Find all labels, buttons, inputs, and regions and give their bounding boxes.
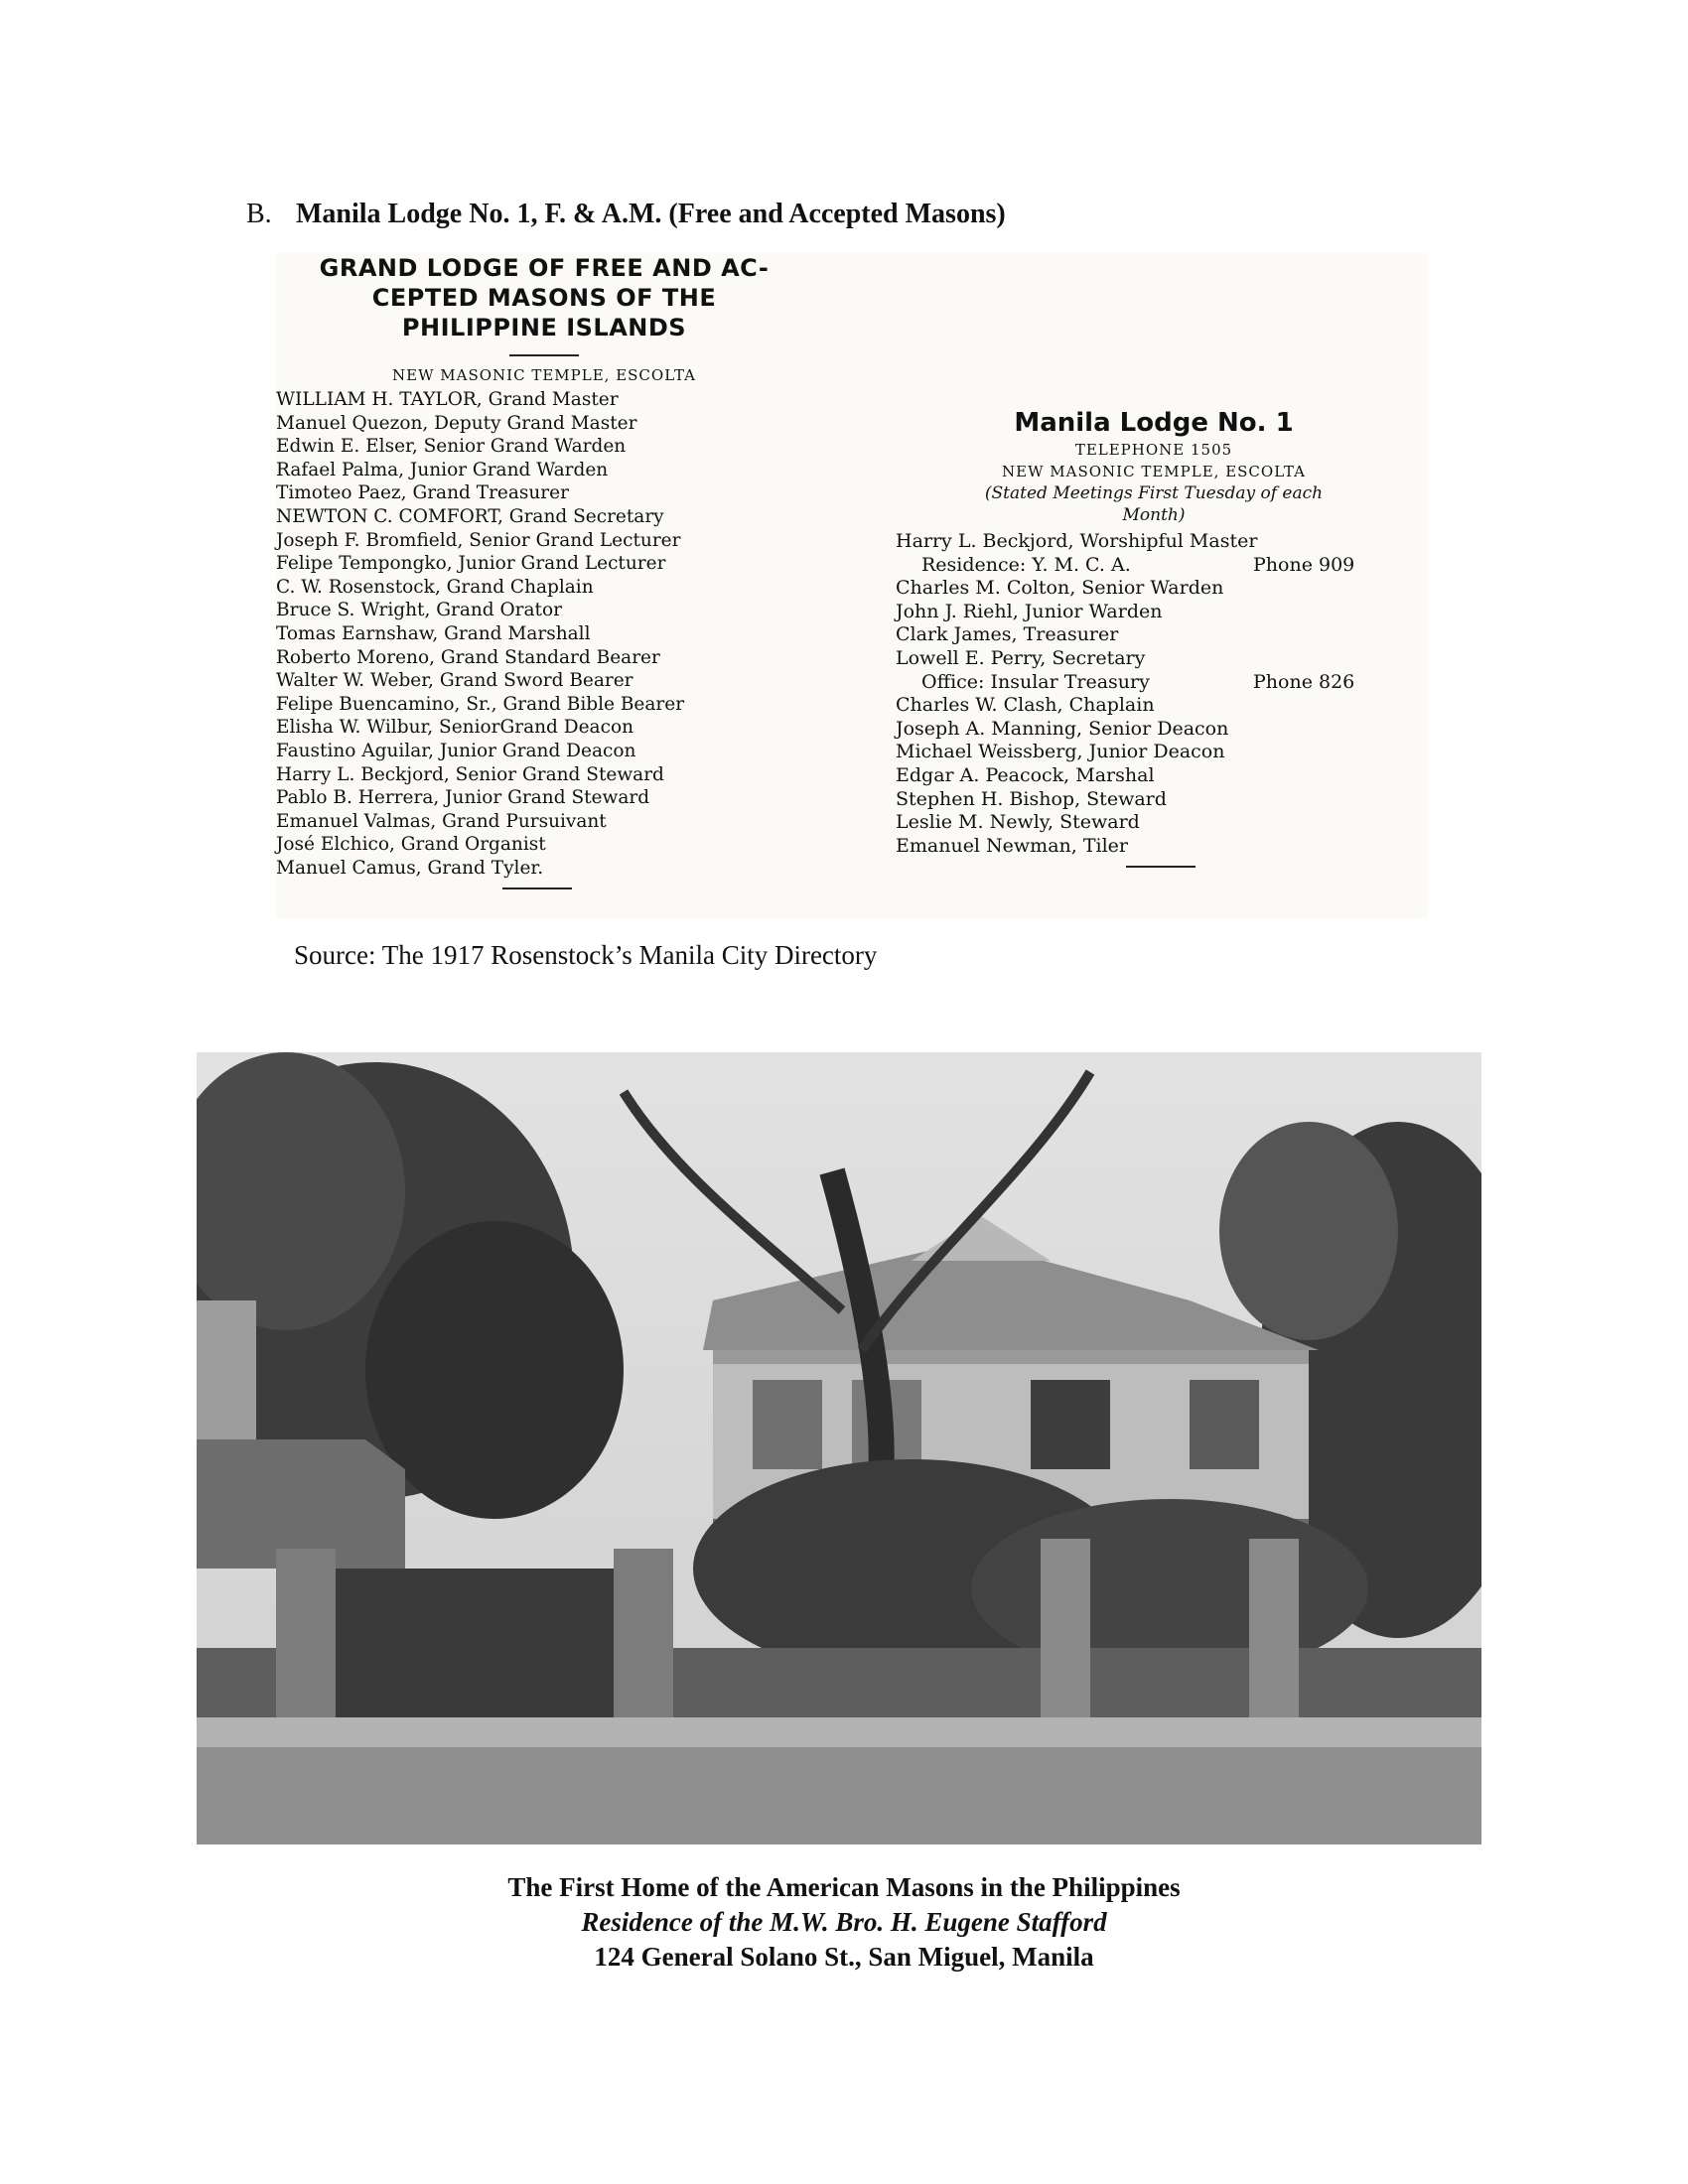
officer-entry: Faustino Aguilar, Junior Grand Deacon (276, 740, 636, 761)
lodge-officer-text: Charles W. Clash, Chaplain (896, 694, 1155, 717)
officer-entry: Edwin E. Elser, Senior Grand Warden (276, 436, 627, 458)
lodge-officer-text: Stephen H. Bishop, Steward (896, 787, 1167, 810)
lodge-officer-text: Leslie M. Newly, Steward (896, 811, 1140, 834)
manila-lodge-officers (896, 530, 1432, 858)
lodge-officer-row (896, 671, 1432, 695)
officer-entry: Walter W. Weber, Grand Sword Bearer (276, 670, 633, 692)
grand-lodge-column (276, 253, 832, 899)
grand-lodge-officers (276, 388, 832, 880)
lodge-officer-row (896, 694, 1432, 718)
officer-entry: Roberto Moreno, Grand Standard Bearer (276, 646, 660, 668)
meetings-note-cont: Month) (1122, 505, 1186, 525)
lodge-officer-row (896, 788, 1432, 812)
lodge-officer-text: Joseph A. Manning, Senior Deacon (896, 717, 1229, 740)
lodge-officer-row (896, 741, 1432, 764)
officer-entry: Tomas Earnshaw, Grand Marshall (276, 622, 591, 644)
grand-lodge-title-line: PHILIPPINE ISLANDS (401, 314, 687, 341)
section-title: Manila Lodge No. 1, F. & A.M. (Free and Accepted Masons) (296, 199, 1006, 229)
lodge-officer-text: Office: Insular Treasury (921, 670, 1150, 693)
officer-entry: Manuel Camus, Grand Tyler. (276, 857, 544, 879)
meetings-note: (Stated Meetings First Tuesday of each (984, 483, 1324, 503)
lodge-officer-row (896, 835, 1432, 859)
lodge-officer-text: Residence: Y. M. C. A. (921, 553, 1131, 576)
section-letter: B. (246, 199, 272, 229)
manila-lodge-title: Manila Lodge No. 1 (1014, 408, 1294, 438)
caption-residence: Residence of the M.W. Bro. H. Eugene Stafford (581, 1907, 1107, 1937)
building-photo (197, 1052, 1481, 1844)
grand-lodge-address: NEW MASONIC TEMPLE, ESCOLTA (392, 366, 696, 384)
divider-rule (502, 887, 572, 889)
officer-entry: Timoteo Paez, Grand Treasurer (276, 482, 569, 504)
officer-entry: Rafael Palma, Junior Grand Warden (276, 459, 609, 480)
manila-lodge-telephone: TELEPHONE 1505 (1074, 441, 1233, 459)
officer-entry: José Elchico, Grand Organist (276, 834, 546, 856)
officer-entry: Manuel Quezon, Deputy Grand Master (276, 412, 637, 434)
lodge-officer-row (896, 811, 1432, 835)
source-note: Source: The 1917 Rosenstock’s Manila City Directory (294, 940, 878, 970)
lodge-officer-row (896, 601, 1432, 624)
lodge-officer-phone: Phone 826 (1253, 670, 1355, 693)
lodge-officer-row (896, 530, 1432, 554)
lodge-officer-text: Harry L. Beckjord, Worshipful Master (896, 530, 1258, 552)
lodge-officer-row (896, 554, 1432, 578)
lodge-officer-text: John J. Riehl, Junior Warden (896, 600, 1163, 622)
photo-illustration (197, 1052, 1481, 1844)
lodge-officer-row (896, 577, 1432, 601)
lodge-officer-row (896, 718, 1432, 742)
officer-entry: Felipe Tempongko, Junior Grand Lecturer (276, 553, 666, 575)
divider-rule (509, 354, 579, 356)
lodge-officer-phone: Phone 909 (1253, 553, 1355, 576)
section-heading (246, 199, 1006, 230)
grand-lodge-title (276, 253, 812, 342)
lodge-officer-text: Lowell E. Perry, Secretary (896, 646, 1146, 669)
divider-rule (1126, 866, 1196, 868)
caption-address: 124 General Solano St., San Miguel, Manila (594, 1942, 1094, 1972)
officer-entry: Felipe Buencamino, Sr., Grand Bible Bearer (276, 693, 685, 715)
lodge-officer-row (896, 764, 1432, 788)
officer-entry: Joseph F. Bromfield, Senior Grand Lecturer (276, 529, 681, 551)
lodge-officer-text: Edgar A. Peacock, Marshal (896, 763, 1155, 786)
grand-lodge-title-line: GRAND LODGE OF FREE AND AC- (319, 254, 770, 282)
grand-lodge-title-line: CEPTED MASONS OF THE (371, 284, 717, 312)
officer-entry: Elisha W. Wilbur, SeniorGrand Deacon (276, 717, 634, 739)
officer-entry: WILLIAM H. TAYLOR, Grand Master (276, 389, 619, 410)
lodge-officer-text: Clark James, Treasurer (896, 623, 1119, 646)
lodge-officer-row (896, 647, 1432, 671)
caption-title: The First Home of the American Masons in the Philippines (507, 1872, 1181, 1902)
directory-clipping (276, 253, 1428, 918)
manila-lodge-address: NEW MASONIC TEMPLE, ESCOLTA (1002, 463, 1306, 480)
officer-entry: Pablo B. Herrera, Junior Grand Steward (276, 787, 650, 809)
officer-entry: Bruce S. Wright, Grand Orator (276, 600, 562, 621)
officer-entry: Emanuel Valmas, Grand Pursuivant (276, 810, 607, 832)
lodge-officer-text: Emanuel Newman, Tiler (896, 834, 1128, 857)
lodge-officer-row (896, 623, 1432, 647)
lodge-officer-text: Charles M. Colton, Senior Warden (896, 577, 1224, 600)
officer-entry: C. W. Rosenstock, Grand Chaplain (276, 576, 594, 598)
officer-entry: Harry L. Beckjord, Senior Grand Steward (276, 763, 664, 785)
officer-entry: NEWTON C. COMFORT, Grand Secretary (276, 505, 664, 527)
manila-lodge-column (896, 407, 1432, 868)
lodge-officer-text: Michael Weissberg, Junior Deacon (896, 741, 1225, 763)
